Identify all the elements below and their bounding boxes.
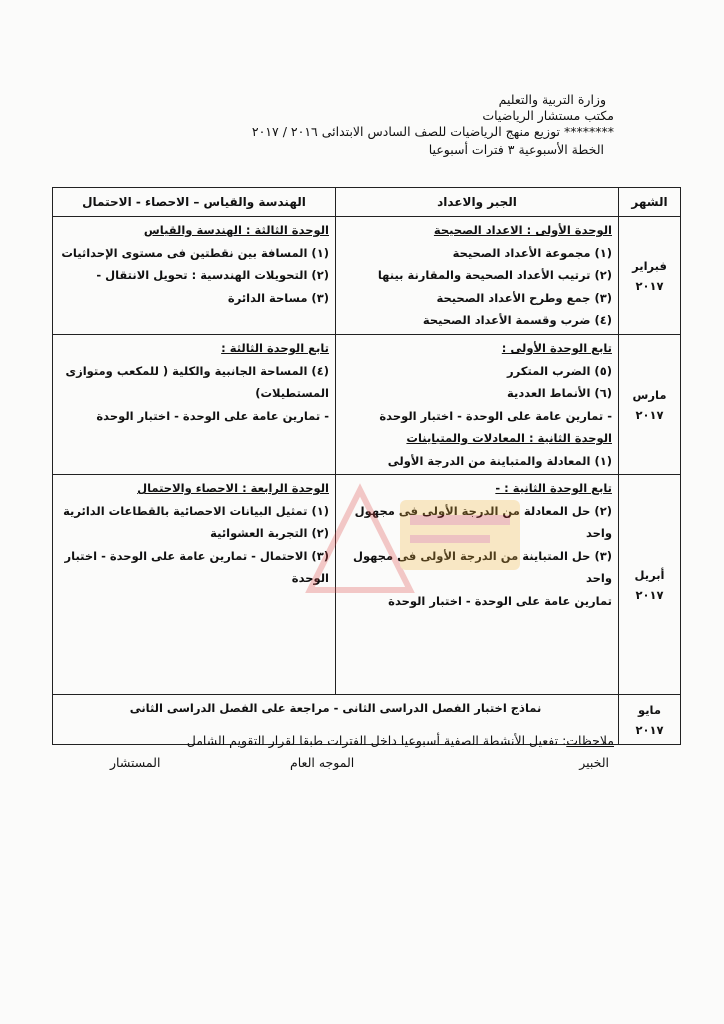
lesson-item: (١) مجموعة الأعداد الصحيحة [452,245,612,260]
lesson-item: (٥) الضرب المتكرر [507,363,612,378]
document-title: ******** توزيع منهج الرياضيات للصف السادس الابتدائى ٢٠١٦ / ٢٠١٧ [251,124,614,139]
algebra-cell [336,217,619,335]
lesson-item: (٤) ضرب وقسمة الأعداد الصحيحة [422,313,612,327]
lesson-item: (٣) مساحة الدائرة [227,290,329,305]
notes-text: : تفعيل الأنشطة الصفية أسبوعيا داخل الفترات طبقا لقرار التقويم الشامل [186,733,567,748]
curriculum-table [52,187,681,745]
signature-supervisor: الموجه العام [290,755,355,770]
lesson-item: (١) المسافة بين نقطتين فى مستوى الإحداثيات [61,245,329,260]
header-month: الشهر [619,188,681,217]
unit-title: تابع الوحدة الأولى : [501,341,612,355]
month-name: مايو [638,702,661,717]
table-row [53,475,681,695]
month-name: فبراير [632,258,667,273]
month-cell [619,217,681,335]
document-subtitle: الخطة الأسبوعية ٣ فترات أسبوعيا [428,142,604,157]
table-row [53,217,681,335]
lesson-item: (٦) الأنماط العددية [507,386,612,400]
lesson-item: (٣) جمع وطرح الأعداد الصحيحة [436,290,612,305]
lesson-item: (١) المعادلة والمتباينة من الدرجة الأولى [387,453,612,468]
unit-title: الوحدة الثالثة : الهندسة والقياس [143,223,329,237]
month-year: ٢٠١٧ [635,407,664,422]
geometry-cell [53,217,336,335]
review-cell: نماذج اختبار الفصل الدراسى الثانى - مراجعة على الفصل الدراسى الثانى [53,695,619,745]
table-header-row [53,188,681,217]
geometry-cell [53,475,336,695]
lesson-item: (٢) التحويلات الهندسية : تحويل الانتقال - [96,268,329,282]
unit-title: الوحدة الأولى : الاعداد الصحيحة [433,223,612,237]
lesson-item: (١) تمثيل البيانات الاحصائية بالقطاعات الدائرية [63,503,329,518]
header-geometry: الهندسة والقياس – الاحصاء - الاحتمال [53,188,336,217]
notes-line [187,733,614,748]
ministry-name: وزارة التربية والتعليم [498,92,606,107]
unit-title: الوحدة الثانية : المعادلات والمتباينات [406,431,612,445]
month-cell [619,475,681,695]
month-cell [619,335,681,475]
month-year: ٢٠١٧ [635,278,664,293]
unit-title: الوحدة الرابعة : الاحصاء والاحتمال [137,481,329,495]
lesson-item: (٣) حل المتباينة من الدرجة الأولى فى مجهول واحد [352,548,612,585]
lesson-item: - تمارين عامة على الوحدة - اختبار الوحدة [379,408,612,423]
unit-title: تابع الوحدة الثانية : - [495,481,612,495]
header-algebra: الجبر والاعداد [336,188,619,217]
month-name: مارس [632,387,667,402]
lesson-item: - تمارين عامة على الوحدة - اختبار الوحدة [96,408,329,423]
month-year: ٢٠١٧ [635,587,664,602]
algebra-cell [336,335,619,475]
lesson-item: (٢) حل المعادلة من الدرجة الأولى فى مجهول واحد [354,503,612,540]
lesson-item: (٢) ترتيب الأعداد الصحيحة والمقارنة بينها [377,268,612,282]
lesson-item: تمارين عامة على الوحدة - اختبار الوحدة [388,593,612,608]
month-year: ٢٠١٧ [635,722,664,737]
unit-title: تابع الوحدة الثالثة : [221,341,329,355]
geometry-cell [53,335,336,475]
month-cell [619,695,681,745]
lesson-item: (٢) التجربة العشوائية [210,526,329,540]
lesson-item: (٤) المساحة الجانبية والكلية ( للمكعب ومتوازى المستطيلات) [65,363,329,400]
month-name: أبريل [634,567,665,582]
signature-expert: الخبير [579,755,609,770]
signature-advisor: المستشار [110,755,161,770]
table-row [53,335,681,475]
algebra-cell [336,475,619,695]
notes-label: ملاحظات [566,733,614,748]
lesson-item: (٣) الاحتمال - تمارين عامة على الوحدة - اختبار الوحدة [64,548,329,585]
office-name: مكتب مستشار الرياضيات [482,108,614,123]
